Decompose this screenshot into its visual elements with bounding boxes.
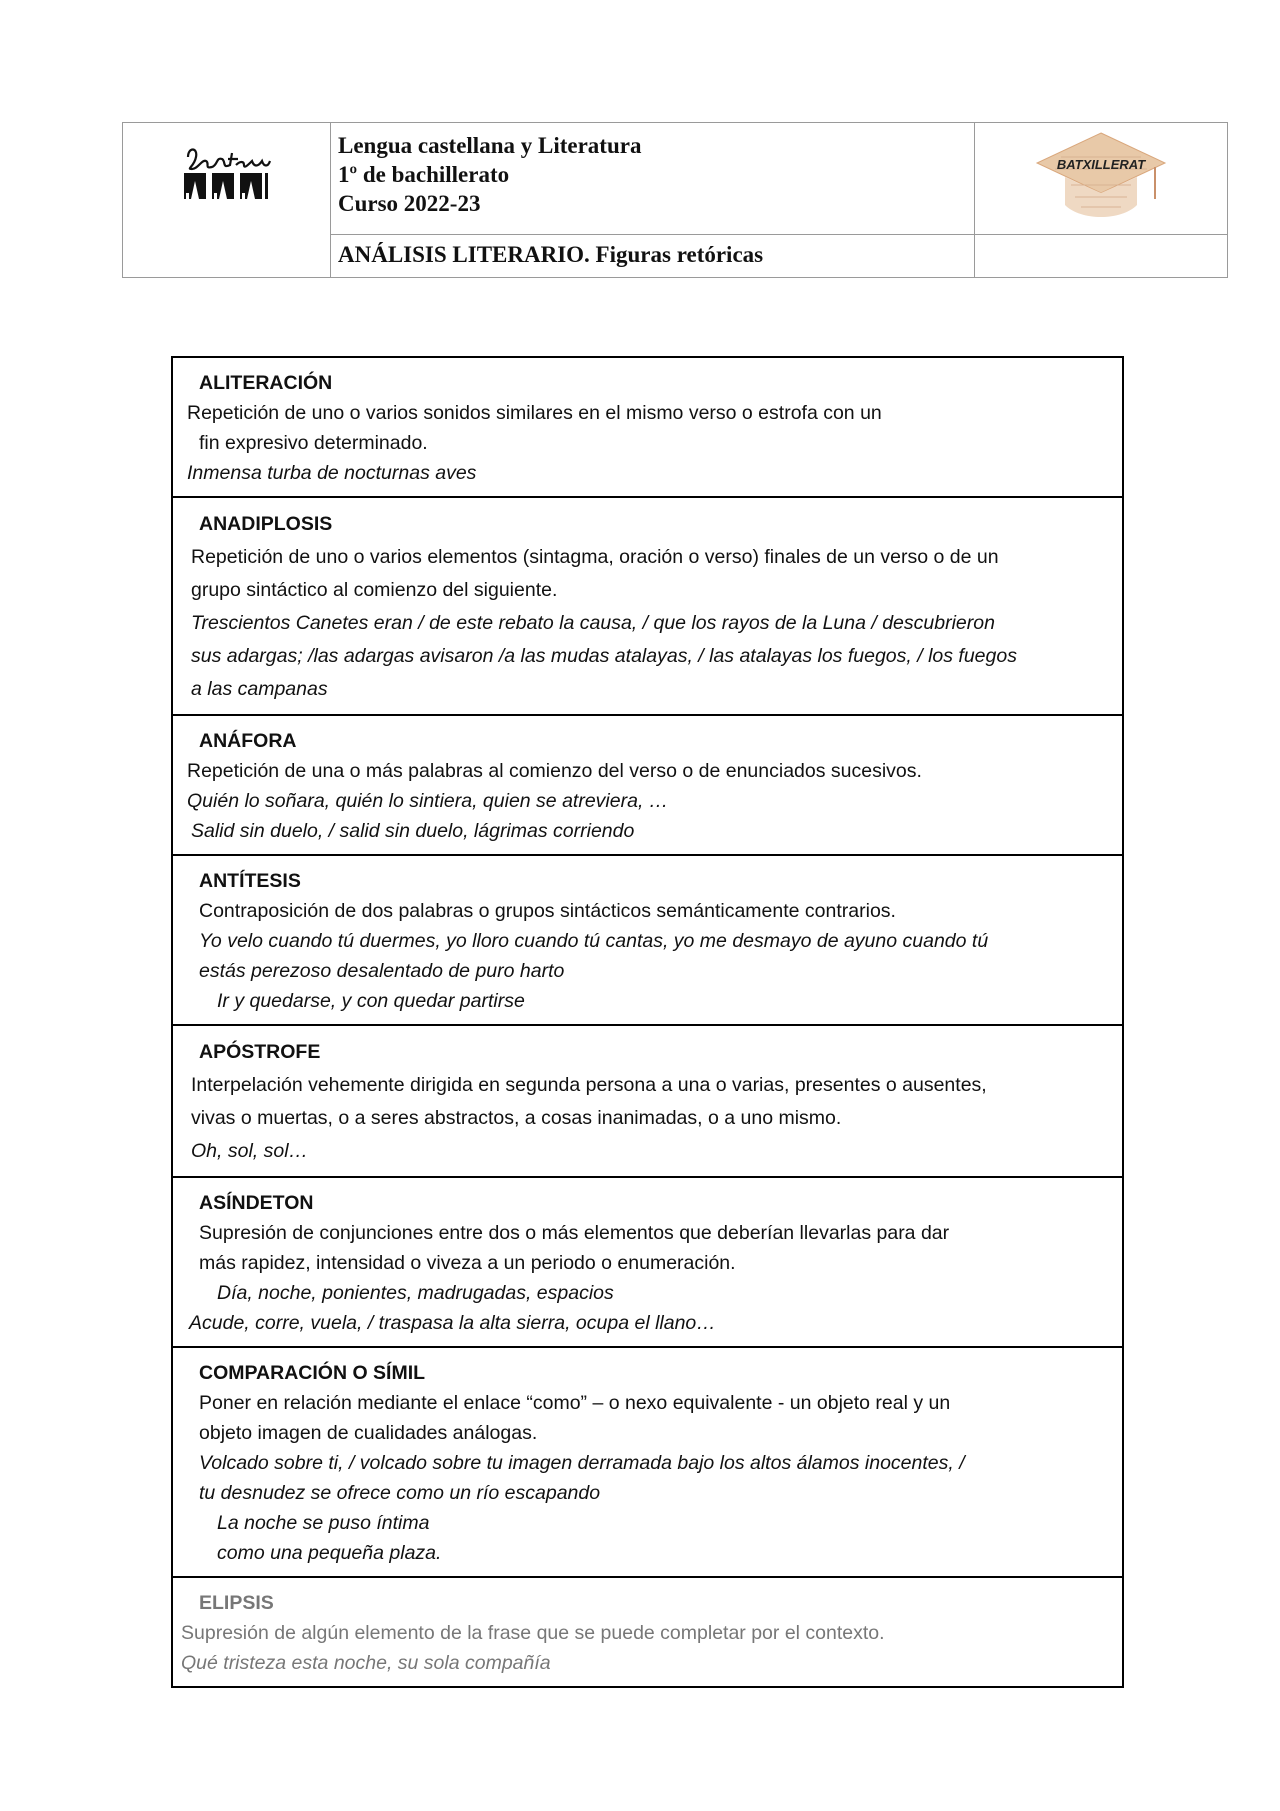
figure-example: a las campanas — [191, 678, 328, 700]
figure-definition: Poner en relación mediante el enlace “como” – o nexo equivalente - un objeto real y un — [199, 1392, 951, 1414]
figure-anafora — [173, 716, 1122, 856]
figure-definition: Supresión de algún elemento de la frase que se puede completar por el contexto. — [181, 1622, 885, 1644]
document-subtitle: ANÁLISIS LITERARIO. Figuras retóricas — [331, 235, 975, 277]
figure-definition: Interpelación vehemente dirigida en segunda persona a una o varias, presentes o ausentes, — [191, 1074, 987, 1096]
figure-name: ALITERACIÓN — [199, 372, 333, 394]
figure-definition: Repetición de una o más palabras al comienzo del verso o de enunciados sucesivos. — [187, 760, 922, 782]
figure-definition: más rapidez, intensidad o viveza a un periodo o enumeración. — [199, 1252, 736, 1274]
figure-example: Acude, corre, vuela, / traspasa la alta sierra, ocupa el llano… — [189, 1312, 716, 1334]
lacetania-logo — [182, 143, 272, 205]
document-header — [122, 122, 1228, 278]
course-year: Curso 2022-23 — [338, 191, 481, 216]
empty-cell — [975, 235, 1227, 277]
figure-example: Salid sin duelo, / salid sin duelo, lágrimas corriendo — [191, 820, 635, 842]
figure-example: Trescientos Canetes eran / de este rebato la causa, / que los rayos de la Luna / descubrieron — [191, 612, 995, 634]
figure-example: La noche se puso íntima — [217, 1512, 430, 1534]
figure-name: ASÍNDETON — [199, 1192, 314, 1214]
figure-example: Ir y quedarse, y con quedar partirse — [217, 990, 525, 1012]
figure-example: Día, noche, ponientes, madrugadas, espacios — [217, 1282, 614, 1304]
figure-name: ANADIPLOSIS — [199, 513, 333, 535]
figure-comparacion — [173, 1348, 1122, 1578]
figure-name: ANTÍTESIS — [199, 870, 301, 892]
figure-name: COMPARACIÓN O SÍMIL — [199, 1362, 426, 1384]
figures-table — [171, 356, 1124, 1688]
figure-example: Inmensa turba de nocturnas aves — [187, 462, 477, 484]
figure-aliteracion — [173, 358, 1122, 498]
course-level: 1º de bachillerato — [338, 162, 510, 187]
figure-definition: Repetición de uno o varios sonidos similares en el mismo verso o estrofa con un — [187, 402, 882, 424]
figure-example: tu desnudez se ofrece como un río escapando — [199, 1482, 601, 1504]
figure-example: Oh, sol, sol… — [191, 1140, 309, 1162]
figure-name: APÓSTROFE — [199, 1041, 321, 1063]
figure-definition: fin expresivo determinado. — [199, 432, 428, 454]
badge-text: BATXILLERAT — [1056, 156, 1146, 172]
figure-apostrofe — [173, 1026, 1122, 1178]
figure-definition: vivas o muertas, o a seres abstractos, a cosas inanimadas, o a uno mismo. — [191, 1107, 842, 1129]
figure-antitesis — [173, 856, 1122, 1026]
course-title — [331, 123, 975, 235]
figure-elipsis — [173, 1578, 1122, 1686]
figure-example: como una pequeña plaza. — [217, 1542, 442, 1564]
figure-example: Volcado sobre ti, / volcado sobre tu imagen derramada bajo los altos álamos inocentes, / — [199, 1452, 965, 1474]
figure-example: Qué tristeza esta noche, su sola compañía — [181, 1652, 551, 1674]
figure-name: ELIPSIS — [199, 1592, 274, 1614]
figure-definition: grupo sintáctico al comienzo del siguiente. — [191, 579, 558, 601]
logo-cell — [123, 123, 331, 277]
figure-definition: Supresión de conjunciones entre dos o más elementos que deberían llevarlas para dar — [199, 1222, 950, 1244]
figure-definition: Contraposición de dos palabras o grupos sintácticos semánticamente contrarios. — [199, 900, 896, 922]
figure-definition: objeto imagen de cualidades análogas. — [199, 1422, 538, 1444]
figure-asindeton — [173, 1178, 1122, 1348]
figure-name: ANÁFORA — [199, 730, 297, 752]
figure-example: Quién lo soñara, quién lo sintiera, quien se atreviera, … — [187, 790, 669, 812]
batxillerat-badge — [1031, 129, 1171, 229]
figure-definition: Repetición de uno o varios elementos (sintagma, oración o verso) finales de un verso o de un — [191, 546, 999, 568]
course-subject: Lengua castellana y Literatura — [338, 133, 642, 158]
figure-example: Yo velo cuando tú duermes, yo lloro cuando tú cantas, yo me desmayo de ayuno cuando tú — [199, 930, 989, 952]
figure-anadiplosis — [173, 498, 1122, 716]
figure-example: sus adargas; /las adargas avisaron /a las mudas atalayas, / las atalayas los fuegos, / los fuegos — [191, 645, 1017, 667]
figure-example: estás perezoso desalentado de puro harto — [199, 960, 565, 982]
badge-cell — [975, 123, 1227, 235]
